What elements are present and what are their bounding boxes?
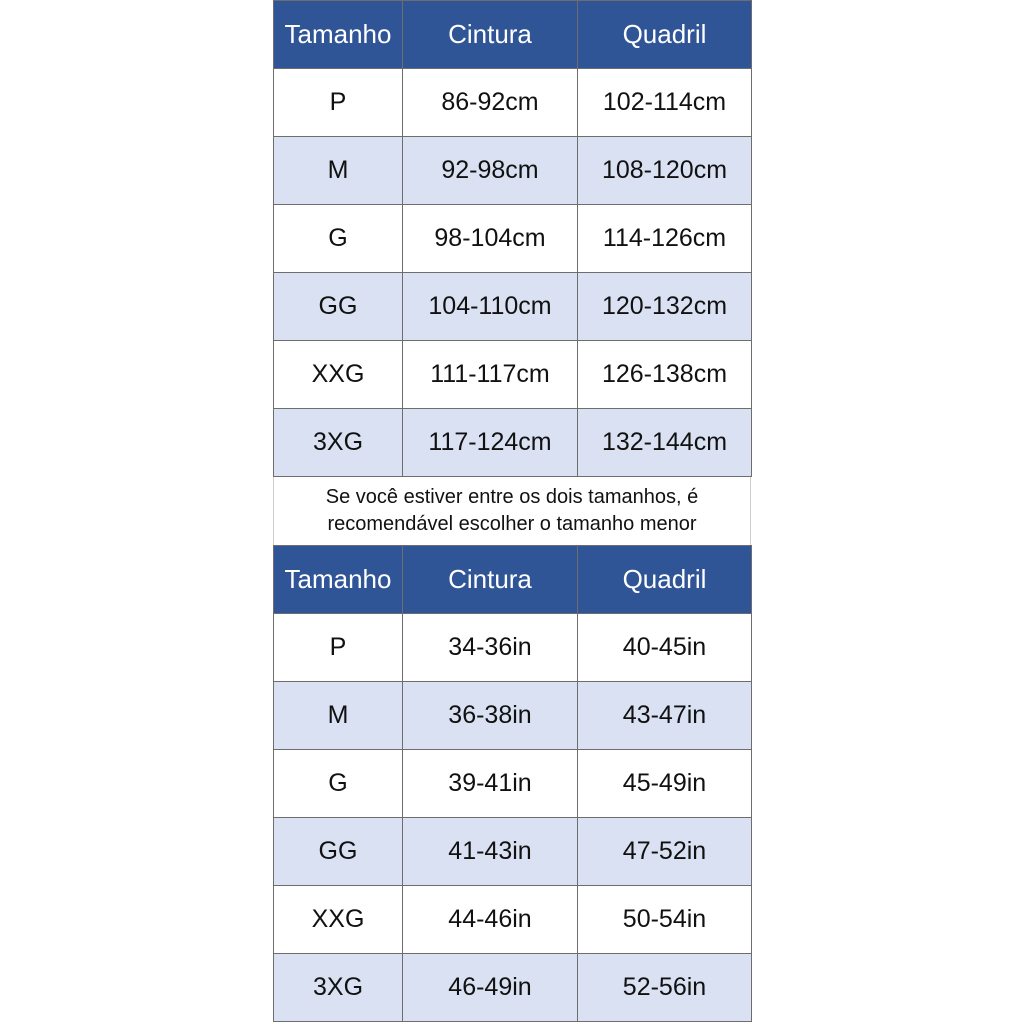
waist-cell: 86-92cm: [403, 69, 578, 137]
waist-cell: 92-98cm: [403, 137, 578, 205]
header-cintura: Cintura: [403, 1, 578, 69]
size-cell: P: [274, 69, 403, 137]
waist-cell: 44-46in: [403, 886, 578, 954]
hip-cell: 40-45in: [578, 614, 752, 682]
table-row: [274, 341, 752, 409]
header-tamanho: Tamanho: [274, 1, 403, 69]
waist-cell: 36-38in: [403, 682, 578, 750]
size-advice-note: [273, 477, 751, 545]
hip-cell: 52-56in: [578, 954, 752, 1022]
note-line-1: Se você estiver entre os dois tamanhos, é: [325, 486, 699, 508]
header-tamanho: Tamanho: [274, 546, 403, 614]
size-cell: M: [274, 137, 403, 205]
waist-cell: 46-49in: [403, 954, 578, 1022]
header-quadril: Quadril: [578, 546, 752, 614]
waist-cell: 98-104cm: [403, 205, 578, 273]
size-cell: GG: [274, 273, 403, 341]
table-row: [274, 273, 752, 341]
waist-cell: 111-117cm: [403, 341, 578, 409]
table-header-row: [274, 1, 752, 69]
hip-cell: 114-126cm: [578, 205, 752, 273]
size-cell: M: [274, 682, 403, 750]
table-row: [274, 818, 752, 886]
hip-cell: 45-49in: [578, 750, 752, 818]
waist-cell: 41-43in: [403, 818, 578, 886]
table-row: [274, 205, 752, 273]
table-row: [274, 409, 752, 477]
size-cell: 3XG: [274, 409, 403, 477]
table-row: [274, 682, 752, 750]
size-table-cm: [273, 0, 752, 477]
waist-cell: 34-36in: [403, 614, 578, 682]
hip-cell: 108-120cm: [578, 137, 752, 205]
waist-cell: 117-124cm: [403, 409, 578, 477]
size-cell: P: [274, 614, 403, 682]
waist-cell: 39-41in: [403, 750, 578, 818]
size-cell: XXG: [274, 886, 403, 954]
hip-cell: 120-132cm: [578, 273, 752, 341]
header-cintura: Cintura: [403, 546, 578, 614]
table-row: [274, 954, 752, 1022]
note-line-2: recomendável escolher o tamanho menor: [327, 513, 697, 535]
hip-cell: 132-144cm: [578, 409, 752, 477]
hip-cell: 126-138cm: [578, 341, 752, 409]
size-chart: [273, 0, 751, 1022]
table-row: [274, 614, 752, 682]
size-cell: GG: [274, 818, 403, 886]
table-row: [274, 750, 752, 818]
header-quadril: Quadril: [578, 1, 752, 69]
size-table-inches: [273, 545, 752, 1022]
size-cell: 3XG: [274, 954, 403, 1022]
size-cell: G: [274, 205, 403, 273]
waist-cell: 104-110cm: [403, 273, 578, 341]
table-row: [274, 137, 752, 205]
table-row: [274, 69, 752, 137]
hip-cell: 47-52in: [578, 818, 752, 886]
hip-cell: 43-47in: [578, 682, 752, 750]
table-header-row: [274, 546, 752, 614]
size-cell: G: [274, 750, 403, 818]
hip-cell: 102-114cm: [578, 69, 752, 137]
table-row: [274, 886, 752, 954]
size-cell: XXG: [274, 341, 403, 409]
hip-cell: 50-54in: [578, 886, 752, 954]
